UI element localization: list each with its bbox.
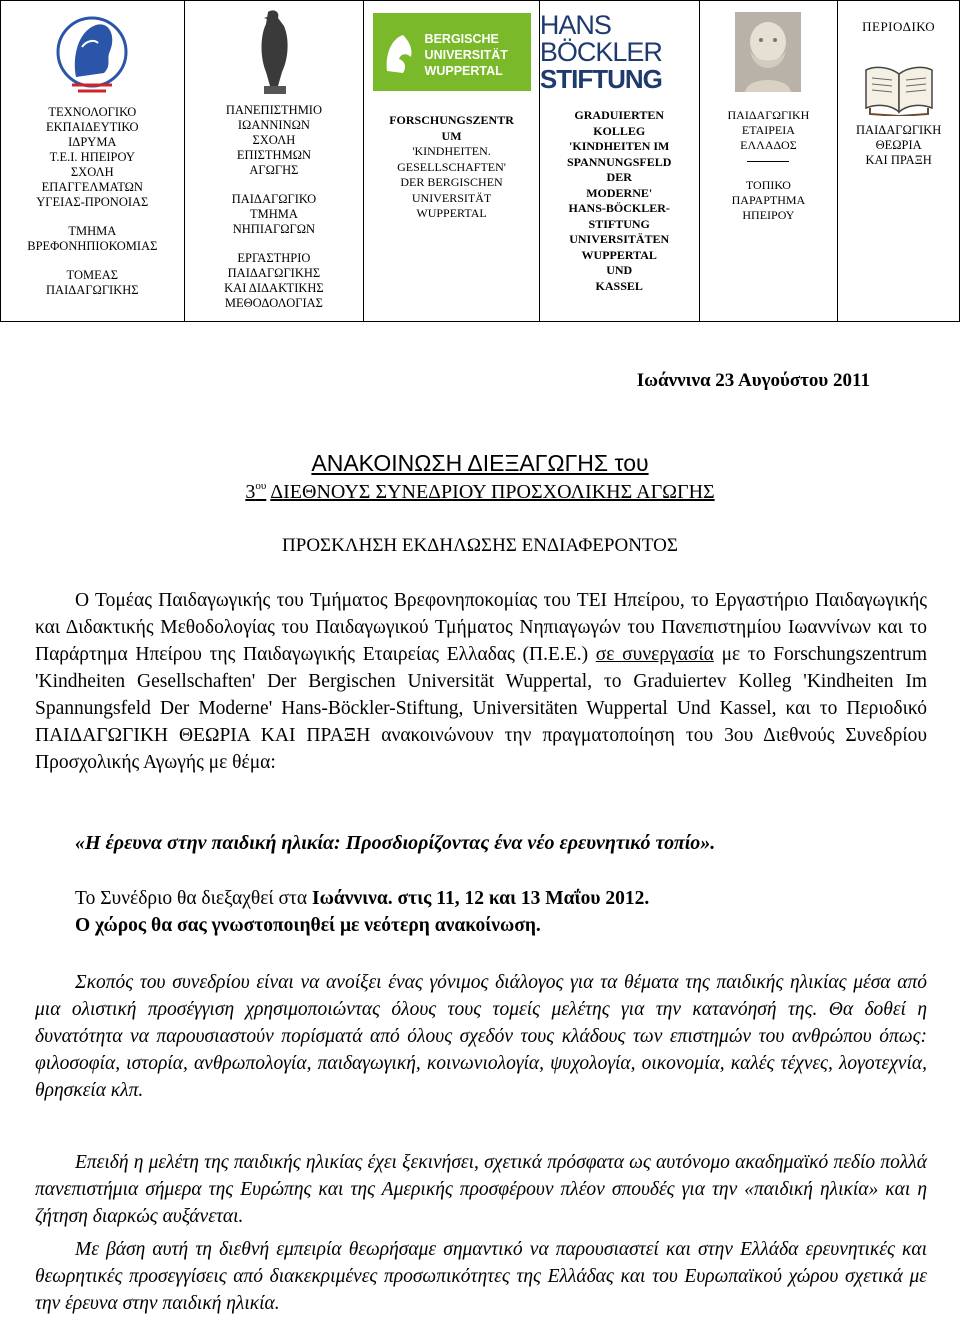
boeckler-line: MODERNE' <box>586 185 653 200</box>
hb-logo-line: STIFTUNG <box>539 63 662 94</box>
conf-location-note: Ο χώρος θα σας γνωστοποιηθεί με νεότερη ανακοίνωση. <box>75 915 541 936</box>
tei-line: ΙΔΡΥΜΑ <box>68 135 117 149</box>
journal-line: ΠΑΙΔΑΓΩΓΙΚΗ <box>856 123 942 137</box>
boeckler-line: WUPPERTAL <box>581 247 657 262</box>
wuppertal-line: 'KINDHEITEN. <box>412 144 491 158</box>
conference-theme: «Η έρευνα στην παιδική ηλικία: Προσδιορίζοντας ένα νέο ερευνητικό τοπίο». <box>75 832 716 854</box>
tei-line: ΠΑΙΔΑΓΩΓΙΚΗΣ <box>46 283 139 297</box>
uoi-line: ΠΑΙΔΑΓΩΓΙΚΗΣ <box>227 266 321 280</box>
wuppertal-logo <box>364 1 539 103</box>
conference-name: ΔΙΕΘΝΟΥΣ ΣΥΝΕΔΡΙΟΥ ΠΡΟΣΧΟΛΙΚΗΣ ΑΓΩΓΗΣ <box>270 481 715 503</box>
conference-ordinal: ου <box>255 480 267 492</box>
pee-divider <box>747 161 789 162</box>
uoi-line: ΚΑΙ ΔΙΔΑΚΤΙΚΗΣ <box>224 281 324 295</box>
uoi-line: ΠΑΝΕΠΙΣΤΗΜΙΟ <box>225 103 322 117</box>
intro-text-a: Ο Τομέας Παιδαγωγικής του Τμήματος Βρεφονηποκομίας του ΤΕΙ Ηπείρου, το Εργαστήριο Παιδαγωγικής και Διδακτικής Μεθοδολογίας του Παιδαγωγικού Τμήματος Νηπιαγωγών του Πανεπιστημίου Ιωαννίνων και το Παράρτημα Ηπείρου της Παιδαγωγικής Εταιρείας Ελλαδας (Π.Ε.Ε.) <box>35 590 927 665</box>
intro-paragraph <box>35 587 927 776</box>
purpose-paragraph: Σκοπός του συνεδρίου είναι να ανοίξει ένας γόνιμος διάλογος για τα θέματα της παιδικής ηλικίας μέσα από μια ολιστική προσέγγιση χρησιμοποιώντας όλους τους τομείς μελέτης για την κατανόησή της. Θα δοθεί η δυνατότητα να παρουσιαστούν πορίσματά από όλους σχεδόν τους κλάδους των επιστημών του ανθρώπου όπως: φιλοσοφία, ιστορία, ανθρωπολογία, παιδαγωγική, κοινωνιολογία, ψυχολογία, οικονομία, καλές τέχνες, λογοτεχνία, θρησκεία κλπ. <box>35 972 927 1101</box>
tei-line: ΤΕΧΝΟΛΟΓΙΚΟ <box>48 105 137 119</box>
header-col-journal <box>838 1 959 321</box>
uoi-line: ΜΕΘΟΔΟΛΟΓΙΑΣ <box>224 296 323 310</box>
journal-line: ΘΕΩΡΙΑ <box>875 138 922 152</box>
eagle-statue-logo <box>185 1 364 103</box>
socrates-bust-logo <box>700 1 838 103</box>
header-col-pee <box>700 1 839 321</box>
wuppertal-line: FORSCHUNGSZENTR <box>389 113 514 127</box>
header-table <box>0 0 960 322</box>
uoi-line: ΣΧΟΛΗ <box>252 133 296 147</box>
call-title: ΠΡΟΣΚΛΗΣΗ ΕΚΔΗΛΩΣΗΣ ΕΝΔΙΑΦΕΡΟΝΤΟΣ <box>282 535 678 556</box>
uoi-line: ΠΑΙΔΑΓΩΓΙΚΟ <box>231 192 317 206</box>
hans-boeckler-logo <box>540 1 699 103</box>
conf-venue-prefix: Το Συνέδριο θα διεξαχθεί στα <box>75 888 312 909</box>
boeckler-line: 'KINDHEITEN IM <box>569 139 670 153</box>
uoi-line: ΑΓΩΓΗΣ <box>249 163 299 177</box>
header-col-wuppertal <box>364 1 540 321</box>
uoi-line: ΕΡΓΑΣΤΗΡΙΟ <box>237 251 311 265</box>
conference-number: 3 <box>245 481 256 503</box>
wuppertal-logo-line: WUPPERTAL <box>424 64 503 78</box>
announcement-title: ΑΝΑΚΟΙΝΩΣΗ ΔΙΕΞΑΓΩΓΗΣ του <box>311 450 649 476</box>
pee-line: ΠΑΡΑΡΤΗΜΑ <box>731 193 806 207</box>
header-col-uoi <box>185 1 365 321</box>
uoi-line: ΙΩΑΝΝΙΝΩΝ <box>237 118 310 132</box>
pee-line: ΤΟΠΙΚΟ <box>745 178 791 192</box>
boeckler-line: UNIVERSITÄTEN <box>569 232 670 246</box>
wuppertal-line: GESELLSCHAFTEN' <box>397 159 506 174</box>
document-date: Ιωάννινα 23 Αυγούστου 2011 <box>636 370 870 391</box>
conference-title <box>0 480 960 504</box>
uoi-line: ΤΜΗΜΑ <box>249 207 298 221</box>
wuppertal-lion-icon <box>383 31 417 75</box>
tei-line: Τ.Ε.Ι. ΗΠΕΙΡΟΥ <box>49 150 135 164</box>
boeckler-line: KOLLEG <box>593 123 646 138</box>
boeckler-line: KASSEL <box>595 278 643 293</box>
boeckler-line: UND <box>606 263 633 277</box>
journal-line: ΚΑΙ ΠΡΑΞΗ <box>865 153 932 167</box>
boeckler-line: SPANNUNGSFELD <box>566 154 672 169</box>
header-col-boeckler <box>540 1 700 321</box>
intro-underlined: σε συνεργασία <box>595 644 714 665</box>
wuppertal-logo-line: BERGISCHE <box>424 32 499 46</box>
tei-epirus-logo <box>1 1 184 103</box>
boeckler-line: GRADUIERTEN <box>574 108 664 122</box>
wuppertal-line: UNIVERSITÄT <box>411 190 492 205</box>
tei-line: ΒΡΕΦΟΝΗΠΙΟΚΟΜΙΑΣ <box>27 239 158 253</box>
conf-venue-dates: Ιωάννινα. στις 11, 12 και 13 Μαΐου 2012. <box>311 888 650 909</box>
header-col-tei <box>1 1 185 321</box>
hb-logo-line: HANS BÖCKLER <box>539 9 662 67</box>
tei-line: ΤΜΗΜΑ <box>68 224 117 238</box>
wuppertal-logo-line: UNIVERSITÄT <box>424 48 508 62</box>
tei-line: ΥΓΕΙΑΣ-ΠΡΟΝΟΙΑΣ <box>36 195 149 209</box>
pee-line: ΕΛΛΑΔΟΣ <box>740 138 797 152</box>
boeckler-line: HANS-BÖCKLER- <box>568 201 670 215</box>
pee-line: ΕΤΑΙΡΕΙΑ <box>741 123 795 137</box>
journal-title: ΠΕΡΙΟΔΙΚΟ <box>862 19 936 34</box>
wuppertal-line: WUPPERTAL <box>416 206 487 220</box>
boeckler-line: DER <box>606 170 632 184</box>
uoi-line: ΕΠΙΣΤΗΜΩΝ <box>236 148 312 162</box>
tei-line: ΣΧΟΛΗ <box>70 165 114 179</box>
uoi-line: ΝΗΠΙΑΓΩΓΩΝ <box>232 222 316 236</box>
pee-line: ΠΑΙΔΑΓΩΓΙΚΗ <box>727 108 810 122</box>
context-paragraph: Επειδή η μελέτη της παιδικής ηλικίας έχει ξεκινήσει, σχετικά πρόσφατα ως αυτόνομο ακαδημαϊκό πεδίο πολλά πανεπιστήμια σήμερα της Ευρώπης και της Αμερικής προσφέρουν πλέον σπουδές για την «παιδική ηλικία» και η ζήτηση διαρκώς αυξάνεται. <box>35 1152 927 1227</box>
tei-line: ΕΠΑΓΓΕΛΜΑΤΩΝ <box>41 180 143 194</box>
wuppertal-line: DER BERGISCHEN <box>400 175 503 189</box>
intro-text-b: με το Forschungszentrum 'Kindheiten Gesellschaften' Der Bergischen Universität Wuppertal, το Graduiertev Kolleg 'Kindheiten Im Spannungsfeld Der Moderne' Hans-Böckler-Stiftung, Universitäten Wuppertal Und Kassel, και το Περιοδικό ΠΑΙΔΑΓΩΓΙΚΗ ΘΕΩΡΙΑ ΚΑΙ ΠΡΑΞΗ ανακοινώνουν την πραγματοποίηση του 3ου Διεθνούς Συνεδρίου Προσχολικής Αγωγής με θέμα: <box>35 644 928 773</box>
pee-line: ΗΠΕΙΡΟΥ <box>742 208 795 222</box>
rationale-paragraph: Με βάση αυτή τη διεθνή εμπειρία θεωρήσαμε σημαντικό να παρουσιαστεί και στην Ελλάδα ερευνητικές και θεωρητικές προσεγγίσεις από διακεκριμένες προσωπικότητες της Ελλάδας και του Ευρωπαϊκού χώρου σχετικά με την έρευνα στην παιδική ηλικία. <box>35 1239 927 1314</box>
boeckler-line: STIFTUNG <box>588 216 650 231</box>
conference-details <box>75 885 649 939</box>
tei-line: ΤΟΜΕΑΣ <box>66 268 119 282</box>
wuppertal-line: UM <box>441 128 462 143</box>
tei-line: ΕΚΠΑΙΔΕΥΤΙΚΟ <box>46 120 139 134</box>
